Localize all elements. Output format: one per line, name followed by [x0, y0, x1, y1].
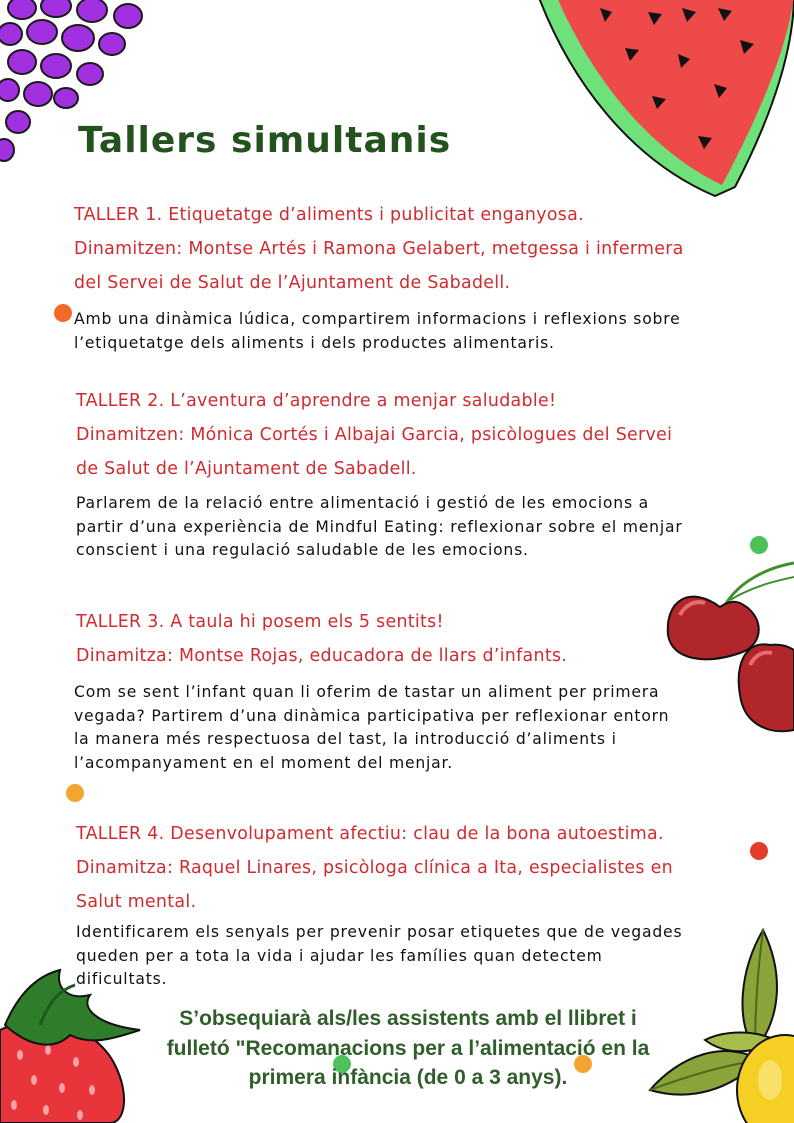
workshop-description: vegada? Partirem d’una dinàmica participativa per reflexionar entorn [74, 706, 670, 725]
workshop-facilitators: Salut mental. [76, 892, 197, 912]
workshop-heading: TALLER 4. Desenvolupament afectiu: clau de la bona autoestima. [76, 824, 664, 844]
closing-line: fulletó "Recomanacions per a l’alimentació en la [166, 1036, 650, 1060]
workshop-description: queden per a tota la vida i ajudar les famílies quan detectem [76, 946, 603, 965]
workshop-description: Amb una dinàmica lúdica, compartirem informacions i reflexions sobre [74, 310, 681, 328]
orange-dot [54, 304, 72, 322]
workshop-3 [76, 605, 736, 673]
yellow-dot [66, 784, 84, 802]
workshop-1 [74, 198, 774, 355]
watermelon-icon [530, 0, 794, 205]
workshop-facilitators: Dinamitza: Raquel Linares, psicòloga clínica a Ita, especialistes en [76, 858, 673, 878]
workshop-heading: TALLER 3. A taula hi posem els 5 sentits! [76, 612, 444, 632]
workshop-description: dificultats. [76, 970, 168, 988]
workshop-description: partir d’una experiència de Mindful Eating: reflexionar sobre el menjar [76, 517, 683, 536]
workshop-facilitators: de Salut de l’Ajuntament de Sabadell. [76, 459, 417, 479]
closing-line: S’obsequiarà als/les assistents amb el llibret i [179, 1007, 637, 1030]
workshop-2 [76, 384, 776, 563]
closing-note [150, 1004, 666, 1093]
workshop-description: Identificarem els senyals per prevenir posar etiquetes que de vegades [76, 923, 683, 941]
workshop-facilitators: Dinamitza: Montse Rojas, educadora de llars d’infants. [76, 646, 568, 666]
workshop-3-description [74, 681, 734, 775]
workshop-description: Parlarem de la relació entre alimentació i gestió de les emocions a [76, 494, 649, 512]
closing-line: primera infància (de 0 a 3 anys). [248, 1066, 568, 1089]
strawberry-icon [0, 970, 145, 1123]
workshop-4 [76, 817, 776, 992]
workshop-description: la manera més respectuosa del tast, la introducció d’aliments i [74, 730, 617, 748]
workshop-description: l’acompanyament en el moment del menjar. [74, 753, 454, 772]
workshop-description: conscient i una regulació saludable de les emocions. [76, 541, 529, 559]
workshop-facilitators: del Servei de Salut de l’Ajuntament de Sabadell. [74, 273, 511, 293]
workshop-facilitators: Dinamitzen: Mónica Cortés i Albajai Garcia, psicòlogues del Servei [76, 425, 673, 445]
workshop-description: l’etiquetatge dels aliments i dels productes alimentaris. [74, 333, 555, 352]
workshop-facilitators: Dinamitzen: Montse Artés i Ramona Gelabert, metgessa i infermera [74, 239, 684, 259]
page-title: Tallers simultanis [78, 120, 452, 161]
workshop-description: Com se sent l’infant quan li oferim de tastar un aliment per primera [74, 683, 660, 701]
workshop-heading: TALLER 1. Etiquetatge d’aliments i publicitat enganyosa. [74, 205, 584, 225]
workshop-heading: TALLER 2. L’aventura d’aprendre a menjar saludable! [76, 391, 557, 411]
